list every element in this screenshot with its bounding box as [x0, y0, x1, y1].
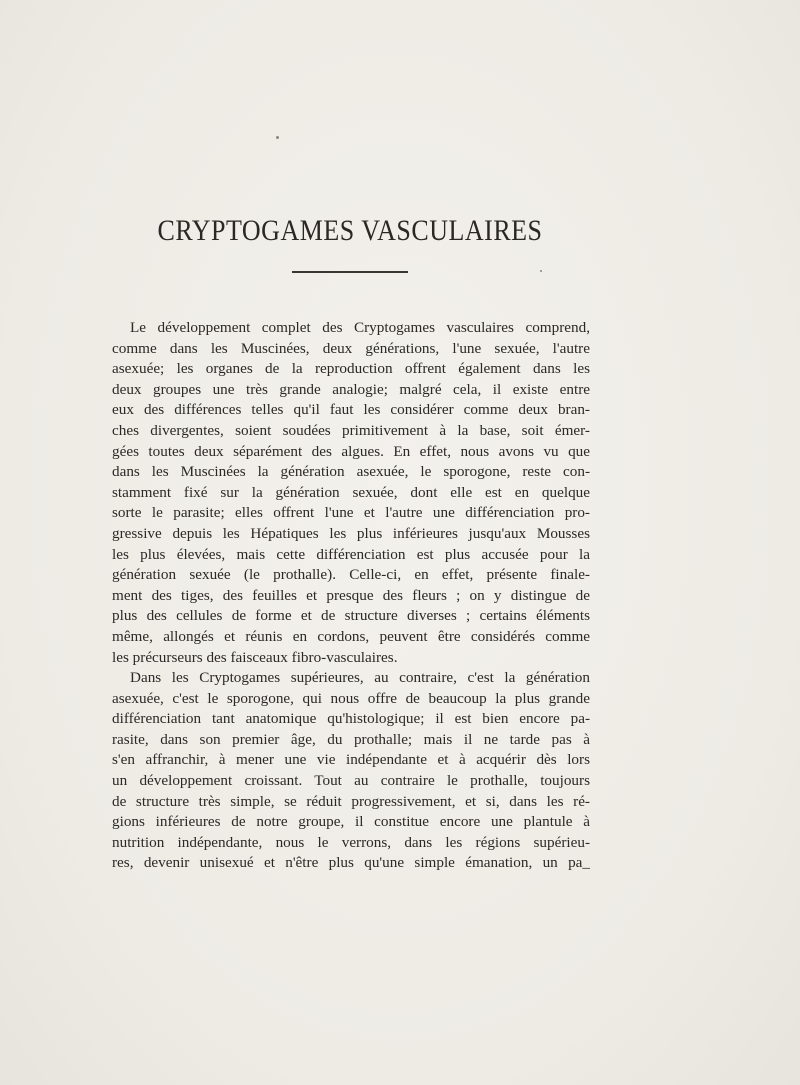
text-line: deux groupes une très grande analogie; malgré cela, il existe entre	[112, 380, 590, 398]
text-line: gées toutes deux séparément des algues. En effet, nous avons vu que	[112, 442, 590, 460]
text-line: plus des cellules de forme et de structure diverses ; certains éléments	[112, 607, 590, 625]
text-line: les précurseurs des faisceaux fibro-vasculaires.	[112, 648, 398, 666]
text-line: dans les Muscinées la génération asexuée, le sporogone, reste con-	[112, 463, 590, 481]
text-line: stamment fixé sur la génération sexuée, dont elle est en quelque	[112, 483, 590, 501]
text-line: gressive depuis les Hépatiques les plus inférieures jusqu'aux Mousses	[112, 524, 590, 542]
text-line: de structure très simple, se réduit progressivement, et si, dans les ré-	[112, 792, 590, 810]
text-line: même, allongés et réunis en cordons, peuvent être considérés comme	[112, 627, 590, 645]
text-line: Le développement complet des Cryptogames vasculaires comprend,	[130, 319, 590, 336]
chapter-title: CRYPTOGAMES VASCULAIRES	[157, 214, 543, 247]
text-line: asexuée; les organes de la reproduction offrent également dans les	[112, 360, 590, 378]
text-line: différenciation tant anatomique qu'histologique; il est bien encore pa-	[112, 710, 590, 728]
text-line: un développement croissant. Tout au contraire le prothalle, toujours	[112, 772, 590, 790]
text-line: comme dans les Muscinées, deux générations, l'une sexuée, l'autre	[112, 339, 590, 357]
ink-speck	[276, 136, 279, 139]
text-line: les plus élevées, mais cette différenciation est plus accusée pour la	[112, 545, 590, 563]
title-rule	[292, 271, 408, 273]
text-line: Dans les Cryptogames supérieures, au contraire, c'est la génération	[130, 669, 590, 687]
text-line: gions inférieures de notre groupe, il constitue encore une plantule à	[112, 813, 590, 831]
ink-speck	[540, 270, 542, 272]
text-line: génération sexuée (le prothalle). Celle-ci, en effet, présente finale-	[112, 566, 590, 584]
text-line: rasite, dans son premier âge, du prothalle; mais il ne tarde pas à	[112, 730, 590, 748]
text-line: s'en affranchir, à mener une vie indépendante et à acquérir dès lors	[112, 751, 590, 769]
text-line: ment des tiges, des feuilles et presque des fleurs ; on y distingue de	[112, 586, 590, 604]
body-text	[112, 318, 590, 874]
text-line: res, devenir unisexué et n'être plus qu'une simple émanation, un pa_	[112, 854, 590, 872]
text-line: ches divergentes, soient soudées primitivement à la base, soit émer-	[112, 421, 590, 439]
text-line: sorte le parasite; elles offrent l'une et l'autre une différenciation pro-	[112, 504, 590, 522]
text-line: eux des différences telles qu'il faut les considérer comme deux bran-	[112, 401, 590, 419]
text-line: nutrition indépendante, nous le verrons, dans les régions supérieu-	[112, 833, 590, 851]
text-line: asexuée, c'est le sporogone, qui nous offre de beaucoup la plus grande	[112, 689, 590, 707]
